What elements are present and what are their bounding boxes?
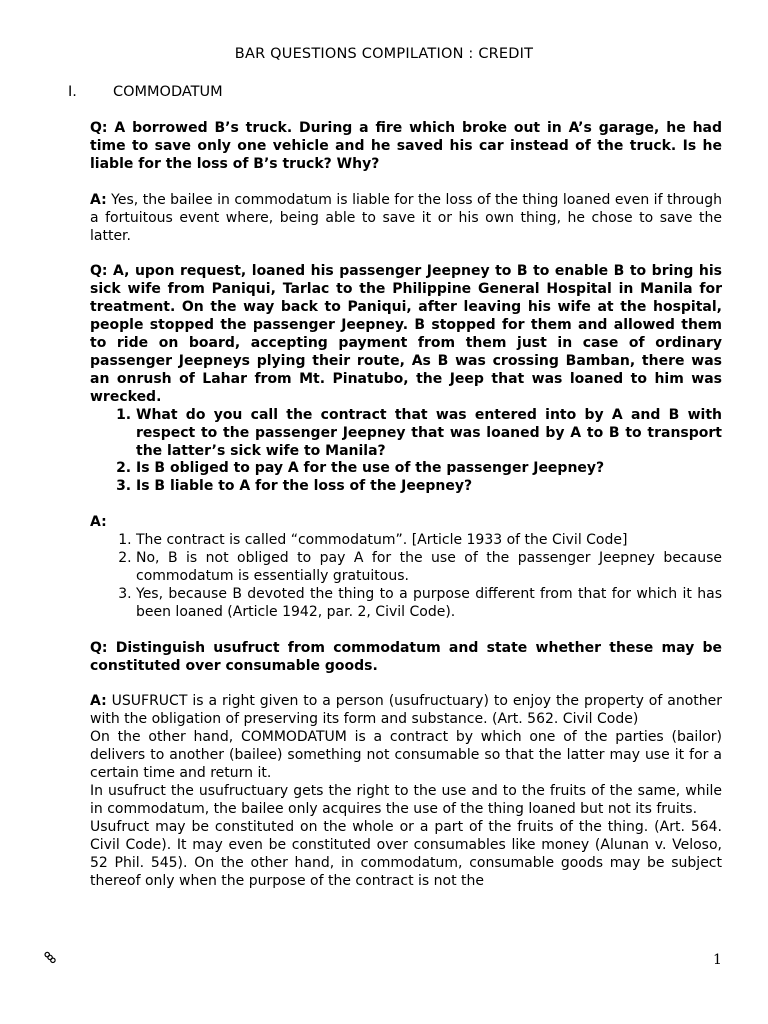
question-1: Q: A borrowed B’s truck. During a fire which broke out in A’s garage, he had time to save only one vehicle and he saved his car instead of the truck. Is he liable for the loss of B’s truck? Why? bbox=[90, 120, 722, 172]
answer-3 bbox=[90, 693, 722, 729]
document-body bbox=[90, 120, 722, 890]
answer-label: A: bbox=[90, 191, 107, 208]
list-item: 3. Yes, because B devoted the thing to a purpose different from that for which it has been loaned (Article 1942, par. 2, Civil Code). bbox=[136, 586, 722, 622]
paragraph: On the other hand, COMMODATUM is a contract by which one of the parties (bailor) delivers to another (bailee) something not consumable so that the latter may use it for a certain time and return it. bbox=[90, 729, 722, 782]
list-item: 1. The contract is called “commodatum”. [Article 1933 of the Civil Code] bbox=[136, 532, 722, 550]
scales-icon bbox=[39, 949, 58, 968]
answer-label: A: bbox=[90, 693, 107, 710]
section-number: I. bbox=[68, 84, 77, 100]
question-2-list bbox=[90, 407, 722, 497]
list-item: 2. No, B is not obliged to pay A for the use of the passenger Jeepney because commodatum is essentially gratuitous. bbox=[136, 550, 722, 586]
question-3: Q: Distinguish usufruct from commodatum and state whether these may be constituted over consumable goods. bbox=[90, 639, 722, 674]
answer-3-text: USUFRUCT is a right given to a person (usufructuary) to enjoy the property of another with the obligation of preserving its form and substance. (Art. 562. Civil Code) bbox=[90, 693, 722, 728]
document-title: BAR QUESTIONS COMPILATION : CREDIT bbox=[234, 46, 534, 62]
section-heading bbox=[68, 84, 223, 100]
paragraph: In usufruct the usufructuary gets the right to the use and to the fruits of the same, while in commodatum, the bailee only acquires the use of the thing loaned but not its fruits. bbox=[90, 783, 722, 817]
answer-2-label bbox=[90, 514, 722, 532]
list-item: 3. Is B liable to A for the loss of the Jeepney? bbox=[136, 478, 722, 496]
page-number: 1 bbox=[713, 952, 722, 968]
list-item: 2. Is B obliged to pay A for the use of the passenger Jeepney? bbox=[136, 460, 722, 478]
answer-label: A: bbox=[90, 514, 107, 531]
answer-1 bbox=[90, 192, 722, 246]
list-item: 1. What do you call the contract that was entered into by A and B with respect to the passenger Jeepney that was loaned by A to B to transport the latter’s sick wife to Manila? bbox=[136, 407, 722, 461]
paragraph: Usufruct may be constituted on the whole or a part of the fruits of the thing. (Art. 564. Civil Code). It may even be constituted over consumables like money (Alunan v. Veloso, 52 Phil. 545). On the other hand, in commodatum, consumable goods may be subject thereof only when the purpose of the contract is not the bbox=[90, 818, 722, 889]
section-name: COMMODATUM bbox=[113, 84, 223, 100]
answer-2-list bbox=[90, 532, 722, 622]
answer-1-text: Yes, the bailee in commodatum is liable for the loss of the thing loaned even if through a fortuitous event where, being able to save it or his own thing, he chose to save the latter. bbox=[90, 191, 722, 244]
question-2: Q: A, upon request, loaned his passenger Jeepney to B to enable B to bring his sick wife from Paniqui, Tarlac to the Philippine General Hospital in Manila for treatment. On the way back to Paniqui, after leaving his wife at the hospital, people stopped the passenger Jeepney. B stopped for them and allowed them to ride on board, accepting payment from them just in case of ordinary passenger Jeepneys plying their route, As B was crossing Bamban, there was an onrush of Lahar from Mt. Pinatubo, the Jeep that was loaned to him was wrecked. bbox=[90, 263, 722, 405]
